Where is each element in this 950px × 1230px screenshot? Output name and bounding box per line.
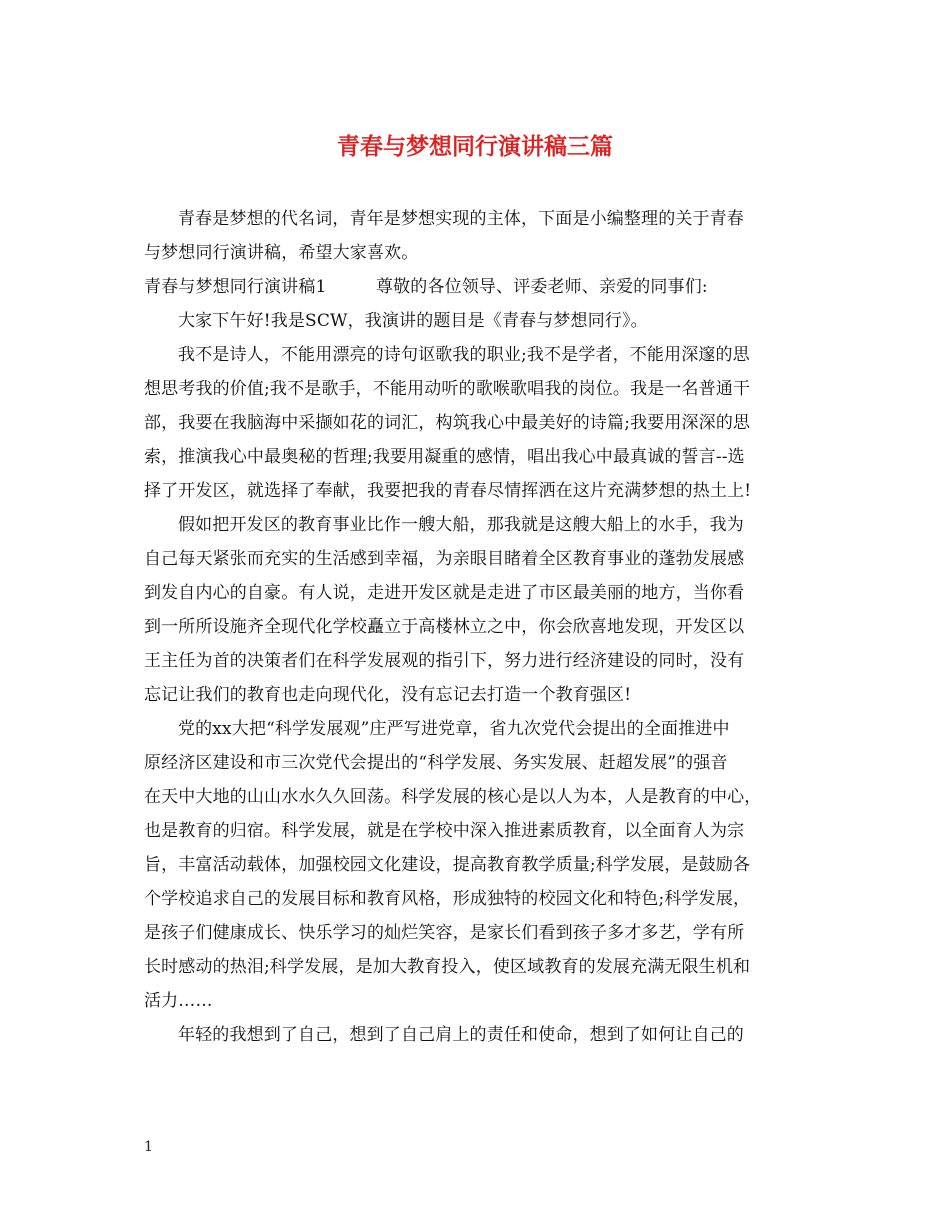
intro-line-2: 与梦想同行演讲稿，希望大家喜欢。 <box>144 243 419 263</box>
paragraph-3-line-5: 旨，丰富活动载体，加强校园文化建设，提高教育教学质量;科学发展，是鼓励各 <box>144 855 751 875</box>
intro-line-1: 青春是梦想的代名词，青年是梦想实现的主体，下面是小编整理的关于青春 <box>178 209 744 229</box>
speech-label: 青春与梦想同行演讲稿1 <box>144 277 327 297</box>
paragraph-2-line-2: 自己每天紧张而充实的生活感到幸福，为亲眼目睹着全区教育事业的蓬勃发展感 <box>144 549 745 569</box>
paragraph-3-line-1: 党的xx大把“科学发展观”庄严写进党章，省九次党代会提出的全面推进中 <box>178 719 730 739</box>
paragraph-3-line-8: 长时感动的热泪;科学发展，是加大教育投入，使区域教育的发展充满无限生机和 <box>144 957 751 977</box>
page-number: 1 <box>144 1139 153 1155</box>
paragraph-2-line-4: 到一所所设施齐全现代化学校矗立于高楼林立之中，你会欣喜地发现，开发区以 <box>144 617 745 637</box>
paragraph-3-line-9: 活力…… <box>144 991 213 1011</box>
paragraph-1-line-4: 索，推演我心中最奥秘的哲理;我要用凝重的感情，唱出我心中最真诚的誓言--选 <box>144 447 745 467</box>
paragraph-2-line-3: 到发自内心的自豪。有人说，走进开发区就是走进了市区最美丽的地方，当你看 <box>144 583 745 603</box>
document-title: 青春与梦想同行演讲稿三篇 <box>337 133 613 160</box>
paragraph-3-line-2: 原经济区建设和市三次党代会提出的“科学发展、务实发展、赶超发展”的强音 <box>144 753 728 773</box>
paragraph-4-line-1: 年轻的我想到了自己，想到了自己肩上的责任和使命，想到了如何让自己的 <box>178 1025 744 1045</box>
greeting-line: 大家下午好!我是SCW，我演讲的题目是《青春与梦想同行》。 <box>178 311 648 331</box>
paragraph-2-line-5: 王主任为首的决策者们在科学发展观的指引下，努力进行经济建设的同时，没有 <box>144 651 745 671</box>
paragraph-1-line-2: 想思考我的价值;我不是歌手，不能用动听的歌喉歌唱我的岗位。我是一名普通干 <box>144 379 751 399</box>
paragraph-3-line-4: 也是教育的归宿。科学发展，就是在学校中深入推进素质教育，以全面育人为宗 <box>144 821 745 841</box>
speech-sub-heading <box>144 277 708 297</box>
paragraph-2-line-1: 假如把开发区的教育事业比作一艘大船，那我就是这艘大船上的水手，我为 <box>178 515 744 535</box>
paragraph-3-line-6: 个学校追求自己的发展目标和教育风格，形成独特的校园文化和特色;科学发展， <box>144 889 751 909</box>
paragraph-1-line-3: 部，我要在我脑海中采撷如花的词汇，构筑我心中最美好的诗篇;我要用深深的思 <box>144 413 751 433</box>
paragraph-3-line-3: 在天中大地的山山水水久久回荡。科学发展的核心是以人为本，人是教育的中心， <box>144 787 762 807</box>
paragraph-1-line-5: 择了开发区，就选择了奉献，我要把我的青春尽情挥洒在这片充满梦想的热土上! <box>144 481 752 501</box>
paragraph-2-line-6: 忘记让我们的教育也走向现代化，没有忘记去打造一个教育强区! <box>144 685 632 705</box>
speech-salutation: 尊敬的各位领导、评委老师、亲爱的同事们: <box>376 277 708 297</box>
paragraph-1-line-1: 我不是诗人，不能用漂亮的诗句讴歌我的职业;我不是学者，不能用深邃的思 <box>178 345 750 365</box>
paragraph-3-line-7: 是孩子们健康成长、快乐学习的灿烂笑容，是家长们看到孩子多才多艺，学有所 <box>144 923 745 943</box>
